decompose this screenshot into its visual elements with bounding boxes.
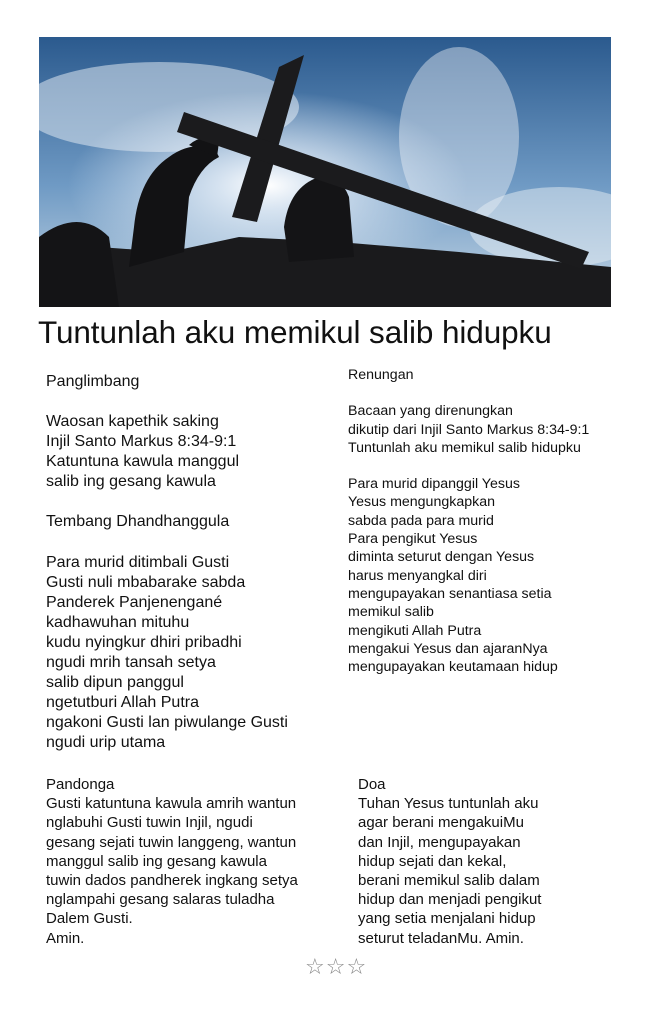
hero-image xyxy=(39,37,611,307)
verse-line: mengupayakan senantiasa setia xyxy=(348,585,552,602)
prayer-line: seturut teladanMu. Amin. xyxy=(358,929,524,947)
reflection-indonesian xyxy=(348,366,589,676)
prayer-javanese xyxy=(46,775,298,948)
verse-line: ngudi mrih tansah setya xyxy=(46,654,216,672)
verse-line: mengupayakan keutamaan hidup xyxy=(348,659,558,676)
page-title: Tuntunlah aku memikul salib hidupku xyxy=(38,314,552,350)
prayer-line: Gusti katuntuna kawula amrih wantun xyxy=(46,795,297,813)
prayer-line: hidup sejati dan kekal, xyxy=(358,852,507,870)
verse-line: ngudi urip utama xyxy=(46,734,166,752)
prayer-line: dan Injil, mengupayakan xyxy=(358,833,521,851)
prayer-line: tuwin dados pandherek ingkang setya xyxy=(46,872,298,890)
verse-line: kadhawuhan mituhu xyxy=(46,613,190,631)
prayer-line: Tuhan Yesus tuntunlah aku xyxy=(358,795,539,813)
cross-silhouette-icon xyxy=(39,37,611,307)
section-heading: Doa xyxy=(358,776,386,793)
verse-line: mengakui Yesus dan ajaranNya xyxy=(348,640,548,657)
text-line: Katuntuna kawula manggul xyxy=(46,453,240,471)
prayer-indonesian xyxy=(358,775,541,948)
verse-line: Gusti nuli mbabarake sabda xyxy=(46,573,246,591)
verse-line: Para pengikut Yesus xyxy=(348,531,478,548)
text-line: Tuntunlah aku memikul salib hidupku xyxy=(348,439,581,456)
star-divider-icon: ☆☆☆ xyxy=(305,955,368,980)
verse-line: memikul salib xyxy=(348,604,434,621)
verse-line: diminta seturut dengan Yesus xyxy=(348,549,535,566)
verse-line: sabda pada para murid xyxy=(348,512,494,529)
text-line: Waosan kapethik saking xyxy=(46,413,219,431)
text-line: Injil Santo Markus 8:34-9:1 xyxy=(46,433,237,451)
prayer-line: manggul salib ing gesang kawula xyxy=(46,852,267,870)
prayer-line: nglabuhi Gusti tuwin Injil, ngudi xyxy=(46,814,253,832)
verse-line: kudu nyingkur dhiri pribadhi xyxy=(46,633,242,651)
text-line: dikutip dari Injil Santo Markus 8:34-9:1 xyxy=(348,421,590,438)
prayer-line: hidup dan menjadi pengikut xyxy=(358,891,542,909)
section-heading: Renungan xyxy=(348,367,414,383)
prayer-line: Dalem Gusti. xyxy=(46,910,133,928)
verse-line: harus menyangkal diri xyxy=(348,567,487,584)
verse-line: Panderek Panjenengané xyxy=(46,593,223,611)
text-line: Bacaan yang direnungkan xyxy=(348,403,513,420)
prayer-line: gesang sejati tuwin langgeng, wantun xyxy=(46,833,297,851)
verse-line: Para murid ditimbali Gusti xyxy=(46,553,230,571)
section-heading: Panglimbang xyxy=(46,373,140,390)
prayer-line: berani memikul salib dalam xyxy=(358,872,540,890)
section-subheading: Tembang Dhandhanggula xyxy=(46,513,230,531)
text-line: salib ing gesang kawula xyxy=(46,473,216,491)
verse-line: ngakoni Gusti lan piwulange Gusti xyxy=(46,714,288,732)
prayer-line: yang setia menjalani hidup xyxy=(358,910,536,928)
section-heading: Pandonga xyxy=(46,776,115,793)
verse-line: mengikuti Allah Putra xyxy=(348,622,482,639)
verse-line: Yesus mengungkapkan xyxy=(348,494,495,511)
verse-line: Para murid dipanggil Yesus xyxy=(348,476,520,493)
verse-line: salib dipun panggul xyxy=(46,674,184,692)
prayer-line: agar berani mengakuiMu xyxy=(358,814,524,832)
verse-line: ngetutburi Allah Putra xyxy=(46,694,199,712)
prayer-line: Amin. xyxy=(46,929,85,947)
reflection-javanese xyxy=(46,372,288,754)
prayer-line: nglampahi gesang salaras tuladha xyxy=(46,891,275,909)
